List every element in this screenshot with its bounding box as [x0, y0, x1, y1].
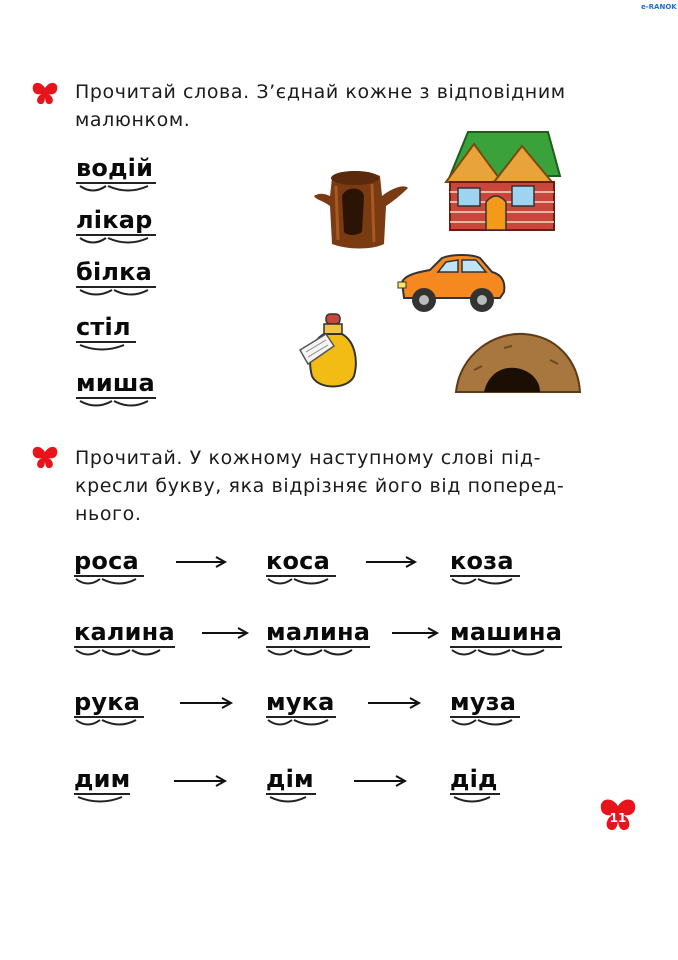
row1-word2	[266, 547, 336, 587]
word-text: дім	[266, 765, 316, 795]
arrow-right-icon	[390, 626, 440, 640]
arrow-right-icon	[366, 696, 422, 710]
syllable-arcs	[450, 718, 520, 728]
word-mysha	[76, 369, 156, 409]
bottle-icon	[296, 312, 358, 392]
row2-word2	[266, 618, 370, 658]
word-text: стіл	[76, 313, 136, 343]
syllable-arcs	[76, 236, 156, 246]
row4-word1	[74, 765, 130, 805]
arrow-right-icon	[364, 555, 418, 569]
row1-word3	[450, 547, 520, 587]
word-text: дід	[450, 765, 500, 795]
row4-word3	[450, 765, 500, 805]
word-text: малина	[266, 618, 371, 646]
burrow-icon	[454, 330, 582, 394]
syllable-arcs	[266, 718, 336, 728]
syllable-arcs	[76, 184, 156, 194]
syllable-arcs	[76, 399, 156, 409]
arrow-right-icon	[174, 555, 228, 569]
publisher-logo: e-RANOK	[641, 3, 677, 11]
word-text: лікар	[76, 206, 156, 236]
word-text: водій	[76, 154, 156, 184]
row3-word2	[266, 688, 336, 728]
syllable-arcs	[266, 648, 358, 658]
syllable-arcs	[74, 795, 130, 805]
row4-word2	[266, 765, 316, 805]
word-text: рука	[74, 688, 144, 718]
arrow-right-icon	[352, 774, 408, 788]
syllable-arcs	[76, 288, 156, 298]
arrow-right-icon	[178, 696, 234, 710]
butterfly-icon	[30, 444, 60, 472]
word-text: білка	[76, 258, 156, 288]
syllable-arcs	[450, 648, 550, 658]
word-text: машина	[450, 618, 563, 646]
syllable-arcs	[76, 343, 136, 353]
house-icon	[444, 130, 562, 232]
word-text: миша	[76, 369, 155, 397]
arrow-right-icon	[200, 626, 250, 640]
page-number: 11	[609, 811, 627, 825]
word-text: мука	[266, 688, 335, 716]
arrow-right-icon	[172, 774, 228, 788]
car-icon	[396, 252, 508, 318]
syllable-arcs	[74, 577, 144, 587]
word-text: роса	[74, 547, 144, 577]
syllable-arcs	[266, 577, 336, 587]
task1-instruction-line2: малюнком.	[75, 109, 191, 131]
syllable-arcs	[74, 648, 166, 658]
word-text: коза	[450, 547, 520, 577]
stump-icon	[312, 166, 410, 252]
row2-word3	[450, 618, 562, 658]
word-stil	[76, 313, 136, 353]
row3-word1	[74, 688, 144, 728]
row1-word1	[74, 547, 144, 587]
word-text: дим	[74, 765, 131, 793]
task1-instruction-line1: Прочитай слова. З’єднай кожне з відповідним	[75, 81, 566, 103]
syllable-arcs	[74, 718, 144, 728]
word-text: муза	[450, 688, 520, 718]
word-likar	[76, 206, 156, 246]
task2-instruction-line2: кресли букву, яка відрізняє його від поперед-	[75, 475, 565, 497]
task2-instruction-line3: нього.	[75, 503, 142, 525]
task2-instruction-line1: Прочитай. У кожному наступному слові під-	[75, 447, 542, 469]
syllable-arcs	[450, 577, 520, 587]
row2-word1	[74, 618, 175, 658]
word-vodii	[76, 154, 156, 194]
row3-word3	[450, 688, 520, 728]
syllable-arcs	[266, 795, 316, 805]
word-text: коса	[266, 547, 336, 577]
word-bilka	[76, 258, 156, 298]
butterfly-icon	[30, 80, 60, 108]
syllable-arcs	[450, 795, 500, 805]
word-text: калина	[74, 618, 175, 646]
